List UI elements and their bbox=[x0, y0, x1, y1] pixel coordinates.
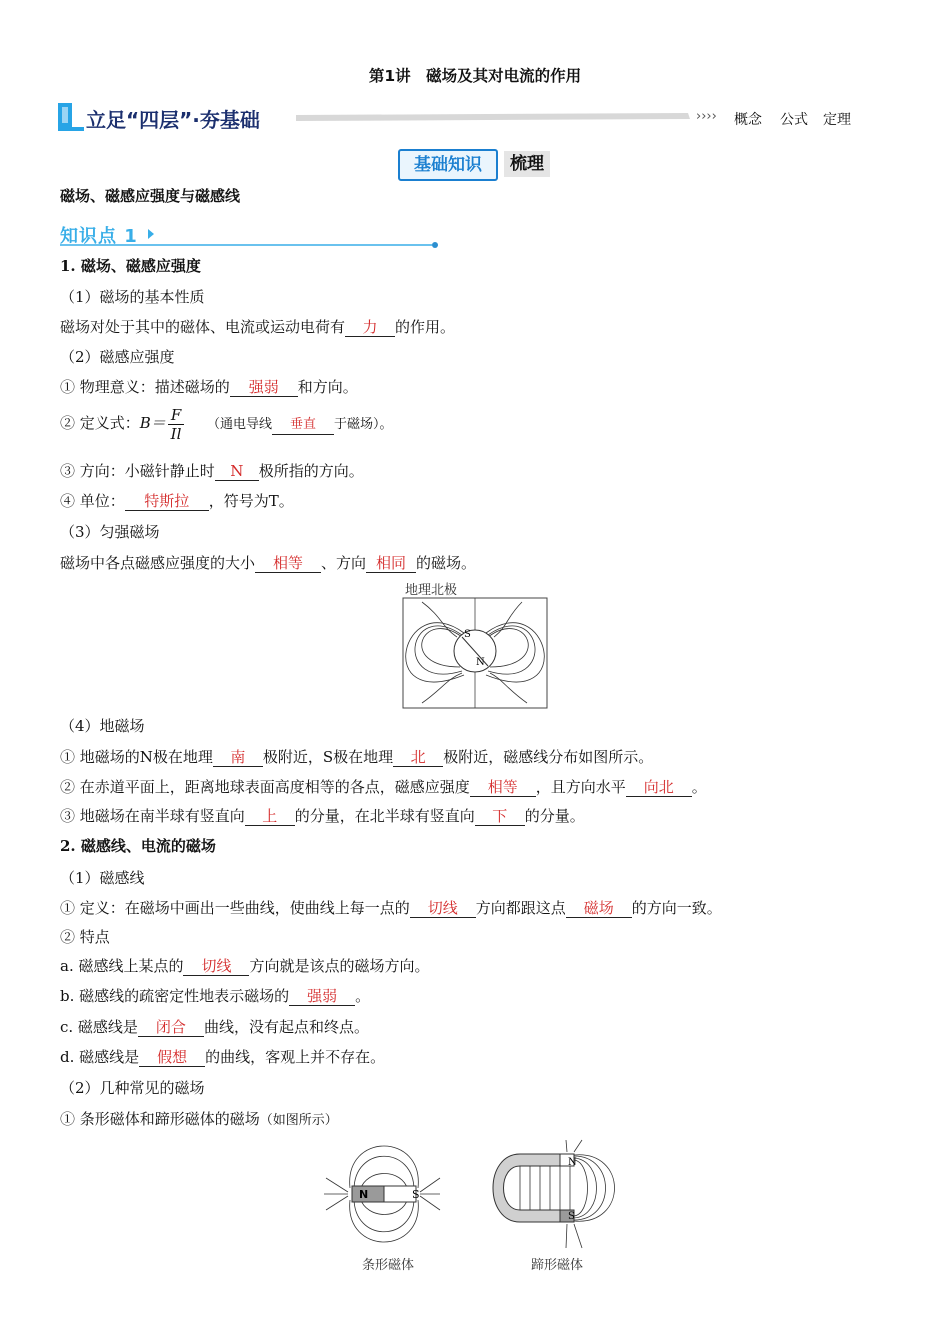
banner-tag-formula: 公式 bbox=[780, 112, 808, 128]
banner bbox=[58, 101, 858, 133]
horseshoe-pole-s: S bbox=[568, 1211, 575, 1222]
answer-blank: 北 bbox=[393, 748, 443, 767]
earth-pole-n: N bbox=[476, 657, 485, 668]
para-5: （1）磁感线 bbox=[60, 869, 145, 887]
answer-blank: 向北 bbox=[626, 778, 692, 797]
answer-blank: 相等 bbox=[255, 554, 321, 573]
heading-2: 2. 磁感线、电流的磁场 bbox=[60, 837, 216, 855]
para-7: （2）几种常见的磁场 bbox=[60, 1079, 205, 1097]
knowledge-point-header bbox=[60, 220, 445, 250]
answer-blank: 假想 bbox=[139, 1048, 205, 1067]
banner-arrows: ›››› bbox=[696, 109, 717, 124]
line-field-line-definition: ① 定义：在磁场中画出一些曲线，使曲线上每一点的 切线 方向都跟这点 磁场 的方向一致。 bbox=[60, 899, 722, 917]
figure-earth-field bbox=[402, 597, 548, 709]
section-badge bbox=[398, 149, 554, 179]
line-feature-c: c. 磁感线是 闭合 曲线，没有起点和终点。 bbox=[60, 1018, 369, 1036]
knowledge-point-label: 知识点 1 bbox=[60, 226, 138, 247]
heading-1: 1. 磁场、磁感应强度 bbox=[60, 257, 201, 275]
para-3: （3）匀强磁场 bbox=[60, 523, 160, 541]
answer-blank: 相同 bbox=[366, 554, 416, 573]
figure-horseshoe-magnet bbox=[482, 1138, 630, 1252]
figure-bar-magnet bbox=[322, 1140, 442, 1252]
para-4: （4）地磁场 bbox=[60, 717, 145, 735]
answer-blank: 南 bbox=[213, 748, 263, 767]
para-6: ② 特点 bbox=[60, 928, 110, 946]
para-2: （2）磁感应强度 bbox=[60, 348, 175, 366]
line-uniform: 磁场中各点磁感应强度的大小 相等 、方向 相同 的磁场。 bbox=[60, 554, 477, 572]
banner-title: 立足“四层”·夯基础 bbox=[86, 108, 260, 132]
formula-fraction: $\frac{F}{Il}$ bbox=[168, 406, 184, 443]
answer-blank: 强弱 bbox=[230, 378, 298, 397]
banner-tag-theorem: 定理 bbox=[823, 112, 851, 128]
line-meaning: ① 物理意义：描述磁场的 强弱 和方向。 bbox=[60, 378, 358, 396]
horseshoe-pole-n: N bbox=[568, 1157, 577, 1168]
answer-blank: 特斯拉 bbox=[125, 492, 209, 511]
answer-blank: 力 bbox=[345, 318, 395, 337]
section-badge-label: 基础知识 bbox=[398, 149, 498, 181]
answer-blank: 垂直 bbox=[272, 416, 334, 435]
answer-blank: 磁场 bbox=[566, 899, 632, 918]
line-feature-b: b. 磁感线的疏密定性地表示磁场的 强弱 。 bbox=[60, 987, 371, 1005]
line-common-fields: ① 条形磁体和蹄形磁体的磁场（如图所示） bbox=[60, 1110, 338, 1128]
line-geomagnetic-poles: ① 地磁场的N极在地理 南 极附近，S极在地理 北 极附近，磁感线分布如图所示。 bbox=[60, 748, 654, 766]
banner-tag-concept: 概念 bbox=[734, 112, 762, 128]
line-definition: ② 定义式：B＝ $\frac{F}{Il}$ （通电导线 垂直 于磁场）。 bbox=[60, 405, 393, 443]
answer-blank: 下 bbox=[475, 807, 525, 826]
page-title: 第1讲 磁场及其对电流的作用 bbox=[368, 67, 582, 85]
line-vertical-component: ③ 地磁场在南半球有竖直向 上 的分量，在北半球有竖直向 下 的分量。 bbox=[60, 807, 585, 825]
bar-pole-n: N bbox=[359, 1188, 369, 1201]
line-direction: ③ 方向：小磁针静止时 N 极所指的方向。 bbox=[60, 462, 364, 480]
figure-earth-caption: 地理北极 bbox=[405, 583, 458, 598]
answer-blank: 切线 bbox=[183, 957, 249, 976]
answer-blank: 闭合 bbox=[138, 1018, 204, 1037]
topic-heading: 磁场、磁感应强度与磁感线 bbox=[60, 187, 241, 205]
answer-blank: 相等 bbox=[470, 778, 536, 797]
knowledge-point-line bbox=[60, 220, 445, 250]
section-badge-suffix: 梳理 bbox=[504, 151, 550, 177]
line-force: 磁场对处于其中的磁体、电流或运动电荷有 力 的作用。 bbox=[60, 318, 456, 336]
bar-pole-s: S bbox=[412, 1188, 420, 1201]
earth-pole-s: S bbox=[464, 629, 471, 640]
bar-magnet-caption: 条形磁体 bbox=[362, 1258, 415, 1273]
line-feature-d: d. 磁感线是 假想 的曲线，客观上并不存在。 bbox=[60, 1048, 386, 1066]
line-equator: ② 在赤道平面上，距离地球表面高度相等的各点，磁感应强度 相等 ，且方向水平 向北 。 bbox=[60, 778, 707, 796]
para-1: （1）磁场的基本性质 bbox=[60, 288, 205, 306]
answer-blank: 切线 bbox=[410, 899, 476, 918]
answer-blank: 上 bbox=[245, 807, 295, 826]
line-unit: ④ 单位： 特斯拉 ，符号为T。 bbox=[60, 492, 294, 510]
answer-blank: N bbox=[215, 462, 259, 481]
horseshoe-magnet-caption: 蹄形磁体 bbox=[531, 1258, 584, 1273]
answer-blank: 强弱 bbox=[289, 987, 355, 1006]
line-feature-a: a. 磁感线上某点的 切线 方向就是该点的磁场方向。 bbox=[60, 957, 430, 975]
